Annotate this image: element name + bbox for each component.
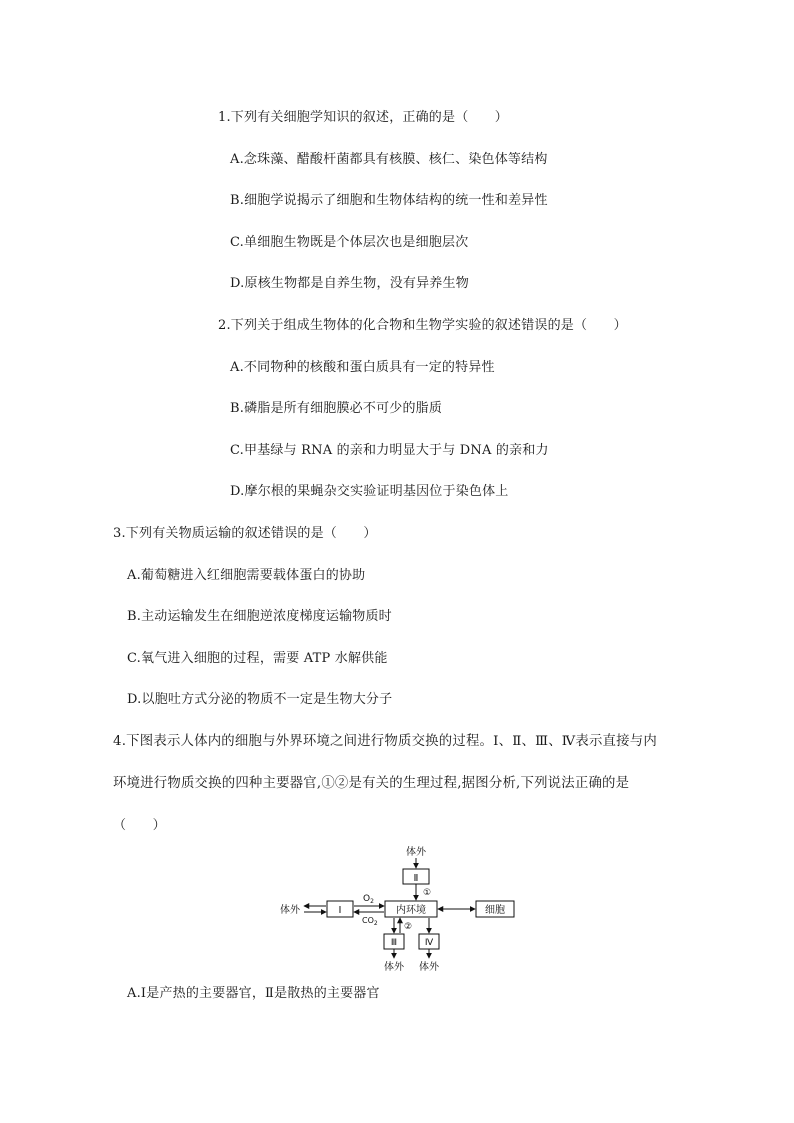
box-I-label: Ⅰ: [338, 905, 342, 916]
q1-option-a: A.念珠藻、醋酸杆菌都具有核膜、核仁、染色体等结构: [230, 152, 548, 167]
process-1-label: ①: [423, 888, 432, 898]
inner-environment-label: 内环境: [396, 905, 426, 916]
outside-top-label: 体外: [406, 847, 426, 858]
q4-stem-line2: 环境进行物质交换的四种主要器官,①②是有关的生理过程,据图分析,下列说法正确的是: [113, 776, 630, 791]
process-2-label: ②: [404, 922, 413, 932]
q1-option-d: D.原核生物都是自养生物，没有异养生物: [230, 276, 469, 291]
q3-option-b: B.主动运输发生在细胞逆浓度梯度运输物质时: [127, 609, 392, 624]
cell-label: 细胞: [485, 905, 505, 916]
q1-stem: 1.下列有关细胞学知识的叙述，正确的是（ ）: [218, 110, 509, 125]
q4-stem-line3: （ ）: [113, 818, 166, 833]
box-II-label: Ⅱ: [413, 873, 419, 884]
q3-option-c: C.氧气进入细胞的过程，需要 ATP 水解供能: [127, 651, 388, 666]
q1-option-b: B.细胞学说揭示了细胞和生物体结构的统一性和差异性: [230, 193, 548, 208]
q2-option-a: A.不同物种的核酸和蛋白质具有一定的特异性: [230, 360, 495, 375]
exchange-diagram: [270, 838, 530, 978]
q4-option-a: A.Ⅰ是产热的主要器官，Ⅱ是散热的主要器官: [127, 986, 380, 1001]
co2-label: $CO_2$: [362, 916, 378, 927]
box-III-label: Ⅲ: [390, 938, 398, 948]
q2-option-d: D.摩尔根的果蝇杂交实验证明基因位于染色体上: [230, 484, 509, 499]
q1-option-c: C.单细胞生物既是个体层次也是细胞层次: [230, 235, 469, 250]
outside-bottom-label-1: 体外: [384, 962, 404, 973]
q2-option-c: C.甲基绿与 RNA 的亲和力明显大于与 DNA 的亲和力: [230, 443, 549, 458]
q3-option-a: A.葡萄糖进入红细胞需要载体蛋白的协助: [127, 568, 366, 583]
outside-left-label: 体外: [280, 905, 300, 916]
q2-option-b: B.磷脂是所有细胞膜必不可少的脂质: [230, 401, 443, 416]
q3-stem: 3.下列有关物质运输的叙述错误的是（ ）: [113, 526, 377, 541]
q4-stem-line1: 4.下图表示人体内的细胞与外界环境之间进行物质交换的过程。Ⅰ、Ⅱ、Ⅲ、Ⅳ表示直接与内: [113, 734, 657, 749]
q3-option-d: D.以胞吐方式分泌的物质不一定是生物大分子: [127, 692, 393, 707]
o2-label: $O_2$: [363, 894, 374, 905]
outside-bottom-label-2: 体外: [419, 962, 439, 973]
box-IV-label: Ⅳ: [424, 938, 434, 948]
q2-stem: 2.下列关于组成生物体的化合物和生物学实验的叙述错误的是（ ）: [218, 318, 627, 333]
